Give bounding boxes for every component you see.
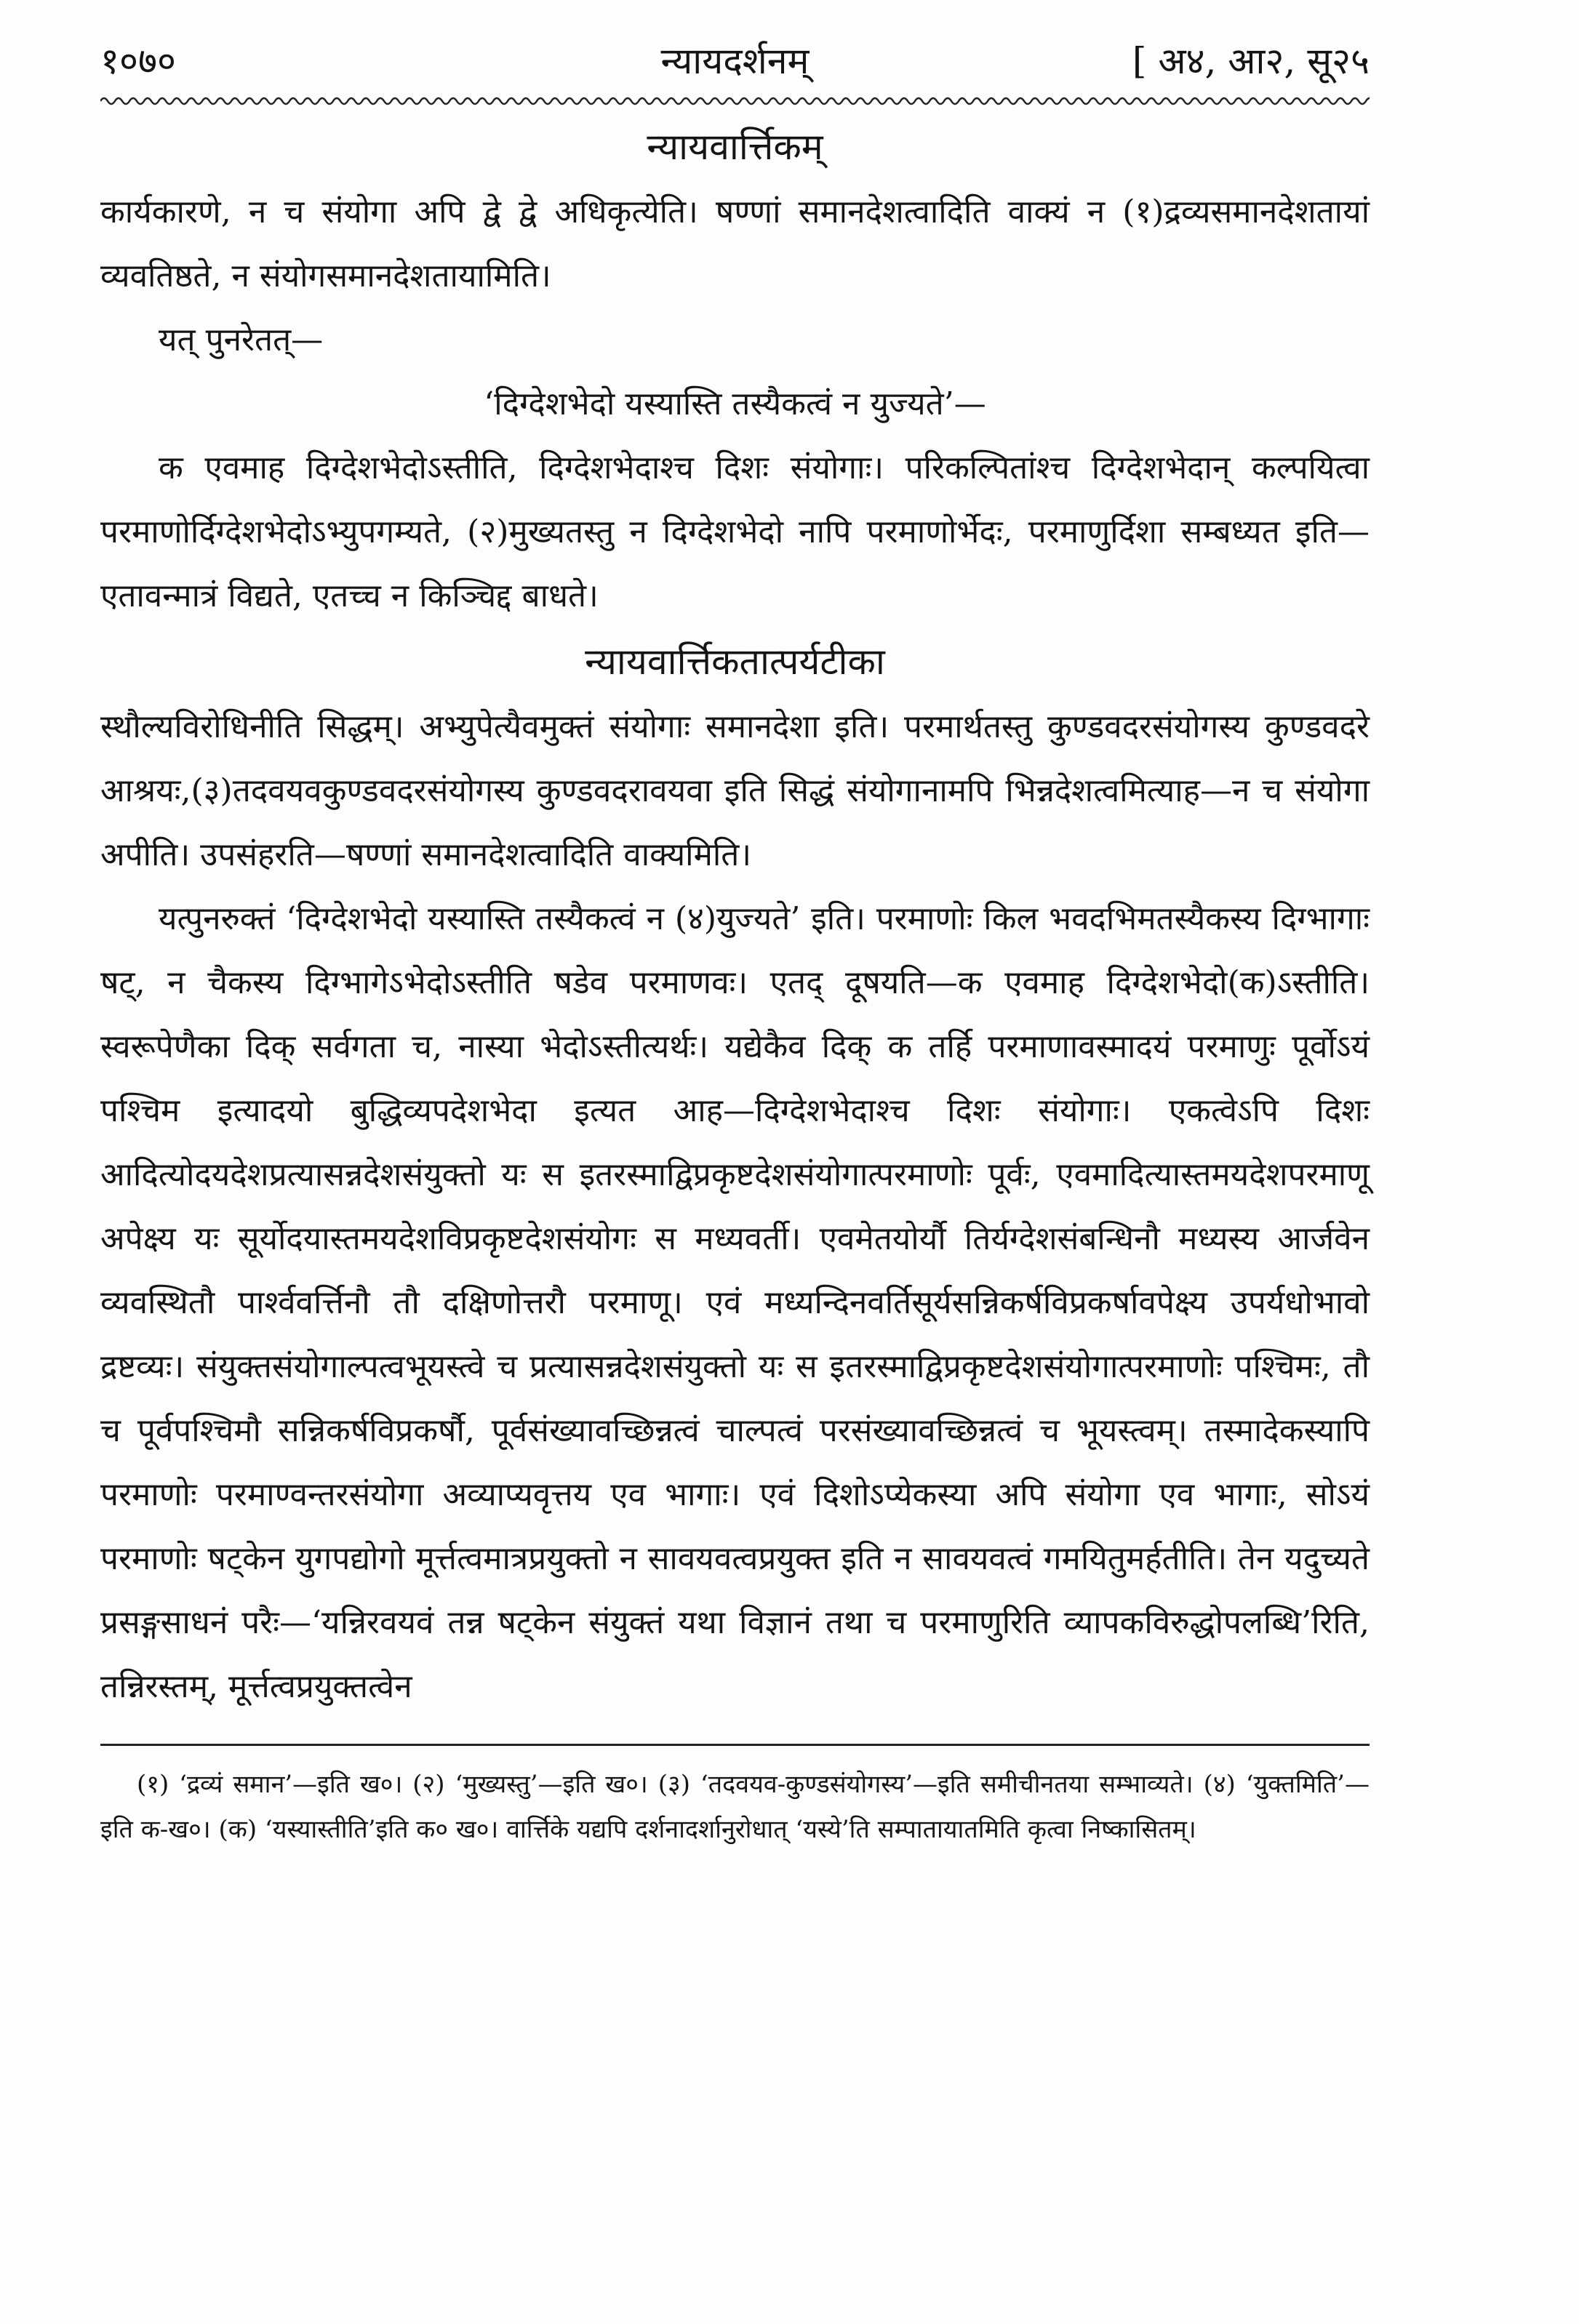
page-number: १०७० bbox=[100, 40, 176, 82]
vartika-quote: ‘दिग्देशभेदो यस्यास्ति तस्यैकत्वं न युज्यते’— bbox=[484, 385, 986, 422]
section-reference: [ अ४, आ२, सू२५ bbox=[1132, 40, 1370, 82]
footnote-rule bbox=[100, 1744, 1370, 1746]
footnote-text: (१) ‘द्रव्यं समान’—इति ख०। (२) ‘मुख्यस्तु’—इति ख०। (३) ‘तदवयव-कुण्डसंयोगस्य’—इति समीचीनतया सम्भाव्यते। (४) ‘युक्तमिति’—इति क-ख०। (क) ‘यस्यास्तीति’इति क० ख०। वार्त्तिके यद्यपि दर्शनादर्शानुरोधात् ‘यस्ये’ति सम्पातायातमिति कृत्वा निष्कासितम्। bbox=[100, 1770, 1370, 1844]
vartika-section bbox=[100, 121, 1370, 628]
vartika-paragraph-2: यत् पुनरेतत्— bbox=[159, 321, 324, 358]
running-title: न्यायदर्शनम् bbox=[660, 40, 810, 82]
vartika-paragraph-1: कार्यकारणे, न च संयोगा अपि द्वे द्वे अधिकृत्येति। षण्णां समानदेशत्वादिति वाक्यं न (१)द्रव्यसमानदेशतायां व्यवतिष्ठते, न संयोगसमानदेशतायामिति। bbox=[100, 193, 1370, 294]
section-title-tika: न्यायवार्त्तिकतात्पर्यटीका bbox=[585, 641, 885, 683]
wavy-divider bbox=[100, 93, 1370, 109]
tika-section bbox=[100, 636, 1370, 1719]
running-header bbox=[100, 35, 1370, 86]
section-title-vartika: न्यायवार्त्तिकम् bbox=[647, 126, 823, 168]
tika-paragraph-2: यत्पुनरुक्तं ‘दिग्देशभेदो यस्यास्ति तस्यैकत्वं न (४)युज्यते’ इति। परमाणोः किल भवदभिमतस्यैकस्य दिग्भागाः षट्, न चैकस्य दिग्भागेऽभेदोऽस्तीति षडेव परमाणवः। एतद् दूषयति—क एवमाह दिग्देशभेदो(क)ऽस्तीति। स्वरूपेणैका दिक् सर्वगता च, नास्या भेदोऽस्तीत्यर्थः। यद्येकैव दिक् क तर्हि परमाणावस्मादयं परमाणुः पूर्वोऽयं पश्चिम इत्यादयो बुद्धिव्यपदेशभेदा इत्यत आह—दिग्देशभेदाश्च दिशः संयोगाः। एकत्वेऽपि दिशः आदित्योदयदेशप्रत्यासन्नदेशसंयुक्तो यः स इतरस्माद्विप्रकृष्टदेशसंयोगात्परमाणोः पूर्वः, एवमादित्यास्तमयदेशपरमाणू अपेक्ष्य यः सूर्योदयास्तमयदेशविप्रकृष्टदेशसंयोगः स मध्यवर्ती। एवमेतयोर्यौ तिर्यग्देशसंबन्धिनौ मध्यस्य आर्जवेन व्यवस्थितौ पार्श्ववर्त्तिनौ तौ दक्षिणोत्तरौ परमाणू। एवं मध्यन्दिनवर्तिसूर्यसन्निकर्षविप्रकर्षावपेक्ष्य उपर्यधोभावो द्रष्टव्यः। संयुक्तसंयोगाल्पत्वभूयस्त्वे च प्रत्यासन्नदेशसंयुक्तो यः स इतरस्माद्विप्रकृष्टदेशसंयोगात्परमाणोः पश्चिमः, तौ च पूर्वपश्चिमौ सन्निकर्षविप्रकर्षौ, पूर्वसंख्यावच्छिन्नत्वं चाल्पत्वं परसंख्यावच्छिन्नत्वं च भूयस्त्वम्। तस्मादेकस्यापि परमाणोः परमाण्वन्तरसंयोगा अव्याप्यवृत्तय एव भागाः। एवं दिशोऽप्येकस्या अपि संयोगा एव भागाः, सोऽयं परमाणोः षट्केन युगपद्योगो मूर्त्तत्वमात्रप्रयुक्तो न सावयवत्वप्रयुक्त इति न सावयवत्वं गमयितुमर्हतीति। तेन यदुच्यते प्रसङ्गसाधनं परैः—‘यन्निरवयवं तन्न षट्केन संयुक्तं यथा विज्ञानं तथा च परमाणुरिति व्यापकविरुद्धोपलब्धि’रिति, तन्निरस्तम्, मूर्त्तत्वप्रयुक्तत्वेन bbox=[100, 900, 1370, 1705]
vartika-paragraph-3: क एवमाह दिग्देशभेदोऽस्तीति, दिग्देशभेदाश्च दिशः संयोगाः। परिकल्पितांश्च दिग्देशभेदान् कल्पयित्वा परमाणोर्दिग्देशभेदोऽभ्युपगम्यते, (२)मुख्यतस्तु न दिग्देशभेदो नापि परमाणोर्भेदः, परमाणुर्दिशा सम्बध्यत इति—एतावन्मात्रं विद्यते, एतच्च न किञ्चिद्द बाधते। bbox=[100, 449, 1370, 614]
footnotes bbox=[100, 1762, 1370, 1852]
page bbox=[100, 35, 1370, 1852]
tika-paragraph-1: स्थौल्यविरोधिनीति सिद्धम्। अभ्युपेत्यैवमुक्तं संयोगाः समानदेशा इति। परमार्थतस्तु कुण्डवदरसंयोगस्य कुण्डवदरे आश्रयः,(३)तदवयवकुण्डवदरसंयोगस्य कुण्डवदरावयवा इति सिद्धं संयोगानामपि भिन्नदेशत्वमित्याह—न च संयोगा अपीति। उपसंहरति—षण्णां समानदेशत्वादिति वाक्यमिति। bbox=[100, 708, 1370, 873]
